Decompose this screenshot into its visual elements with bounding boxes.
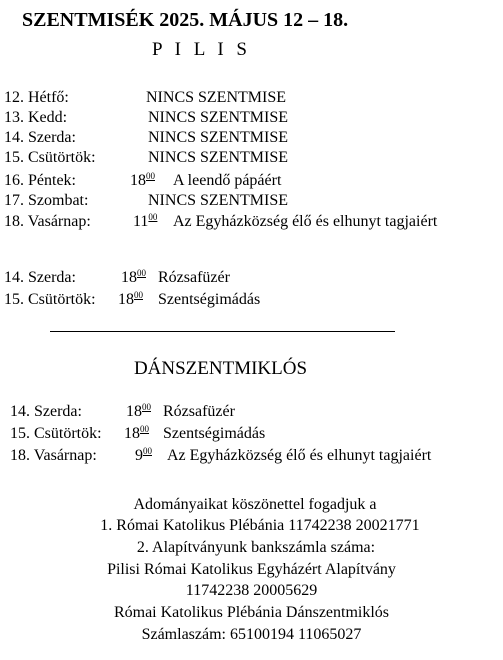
donation-account: 11742238 20005629 xyxy=(185,582,318,599)
donation-line: 1. Római Katolikus Plébánia 11742238 20021771 xyxy=(100,517,420,534)
donation-line: Római Katolikus Plébánia Dánszentmiklós xyxy=(113,604,390,621)
mass-time: $18^{00}$ xyxy=(121,268,146,286)
section-title-danszentmiklos: DÁNSZENTMIKLÓS xyxy=(133,358,308,379)
day-label: 15. Csütörtök: xyxy=(4,291,96,308)
mass-text: A leendő pápáért xyxy=(173,172,282,189)
mass-time: $11^{00}$ xyxy=(133,212,158,230)
day-label: 14. Szerda: xyxy=(4,269,76,286)
mass-text: Az Egyházközség élő és elhunyt tagjaiért xyxy=(167,447,432,464)
section-divider xyxy=(50,331,395,332)
donation-line: Pilisi Római Katolikus Egyházért Alapítvány xyxy=(107,561,396,578)
mass-text: NINCS SZENTMISE xyxy=(148,109,289,126)
mass-time: $18^{00}$ xyxy=(118,290,143,308)
day-label: 12. Hétfő: xyxy=(4,89,69,106)
mass-text: Szentségimádás xyxy=(158,291,261,308)
day-label: 13. Kedd: xyxy=(4,109,68,126)
donation-account: Számlaszám: 65100194 11065027 xyxy=(141,626,362,643)
mass-text: Rózsafüzér xyxy=(158,269,230,286)
mass-text: NINCS SZENTMISE xyxy=(148,129,289,146)
mass-time: $9^{00}$ xyxy=(135,446,152,464)
day-label: 18. Vasárnap: xyxy=(10,447,97,464)
mass-text: NINCS SZENTMISE xyxy=(148,192,289,209)
mass-time: $18^{00}$ xyxy=(124,424,149,442)
day-label: 17. Szombat: xyxy=(4,192,89,209)
donation-intro: Adományaikat köszönettel fogadjuk a xyxy=(133,496,377,513)
day-label: 15. Csütörtök: xyxy=(4,149,96,166)
day-label: 16. Péntek: xyxy=(4,172,76,189)
mass-text: Rózsafüzér xyxy=(163,403,235,420)
day-label: 14. Szerda: xyxy=(10,403,82,420)
mass-text: NINCS SZENTMISE xyxy=(148,149,289,166)
mass-text: Szentségimádás xyxy=(163,425,266,442)
page-title: SZENTMISÉK 2025. MÁJUS 12 – 18. xyxy=(22,9,349,31)
donation-line: 2. Alapítványunk bankszámla száma: xyxy=(136,539,376,556)
mass-time: $18^{00}$ xyxy=(130,171,155,189)
day-label: 15. Csütörtök: xyxy=(10,425,102,442)
mass-text: NINCS SZENTMISE xyxy=(146,89,287,106)
mass-time: $18^{00}$ xyxy=(126,402,151,420)
mass-text: Az Egyházközség élő és elhunyt tagjaiért xyxy=(173,213,438,230)
section-title-pilis: P I L I S xyxy=(152,39,251,60)
day-label: 18. Vasárnap: xyxy=(4,213,91,230)
day-label: 14. Szerda: xyxy=(4,129,76,146)
